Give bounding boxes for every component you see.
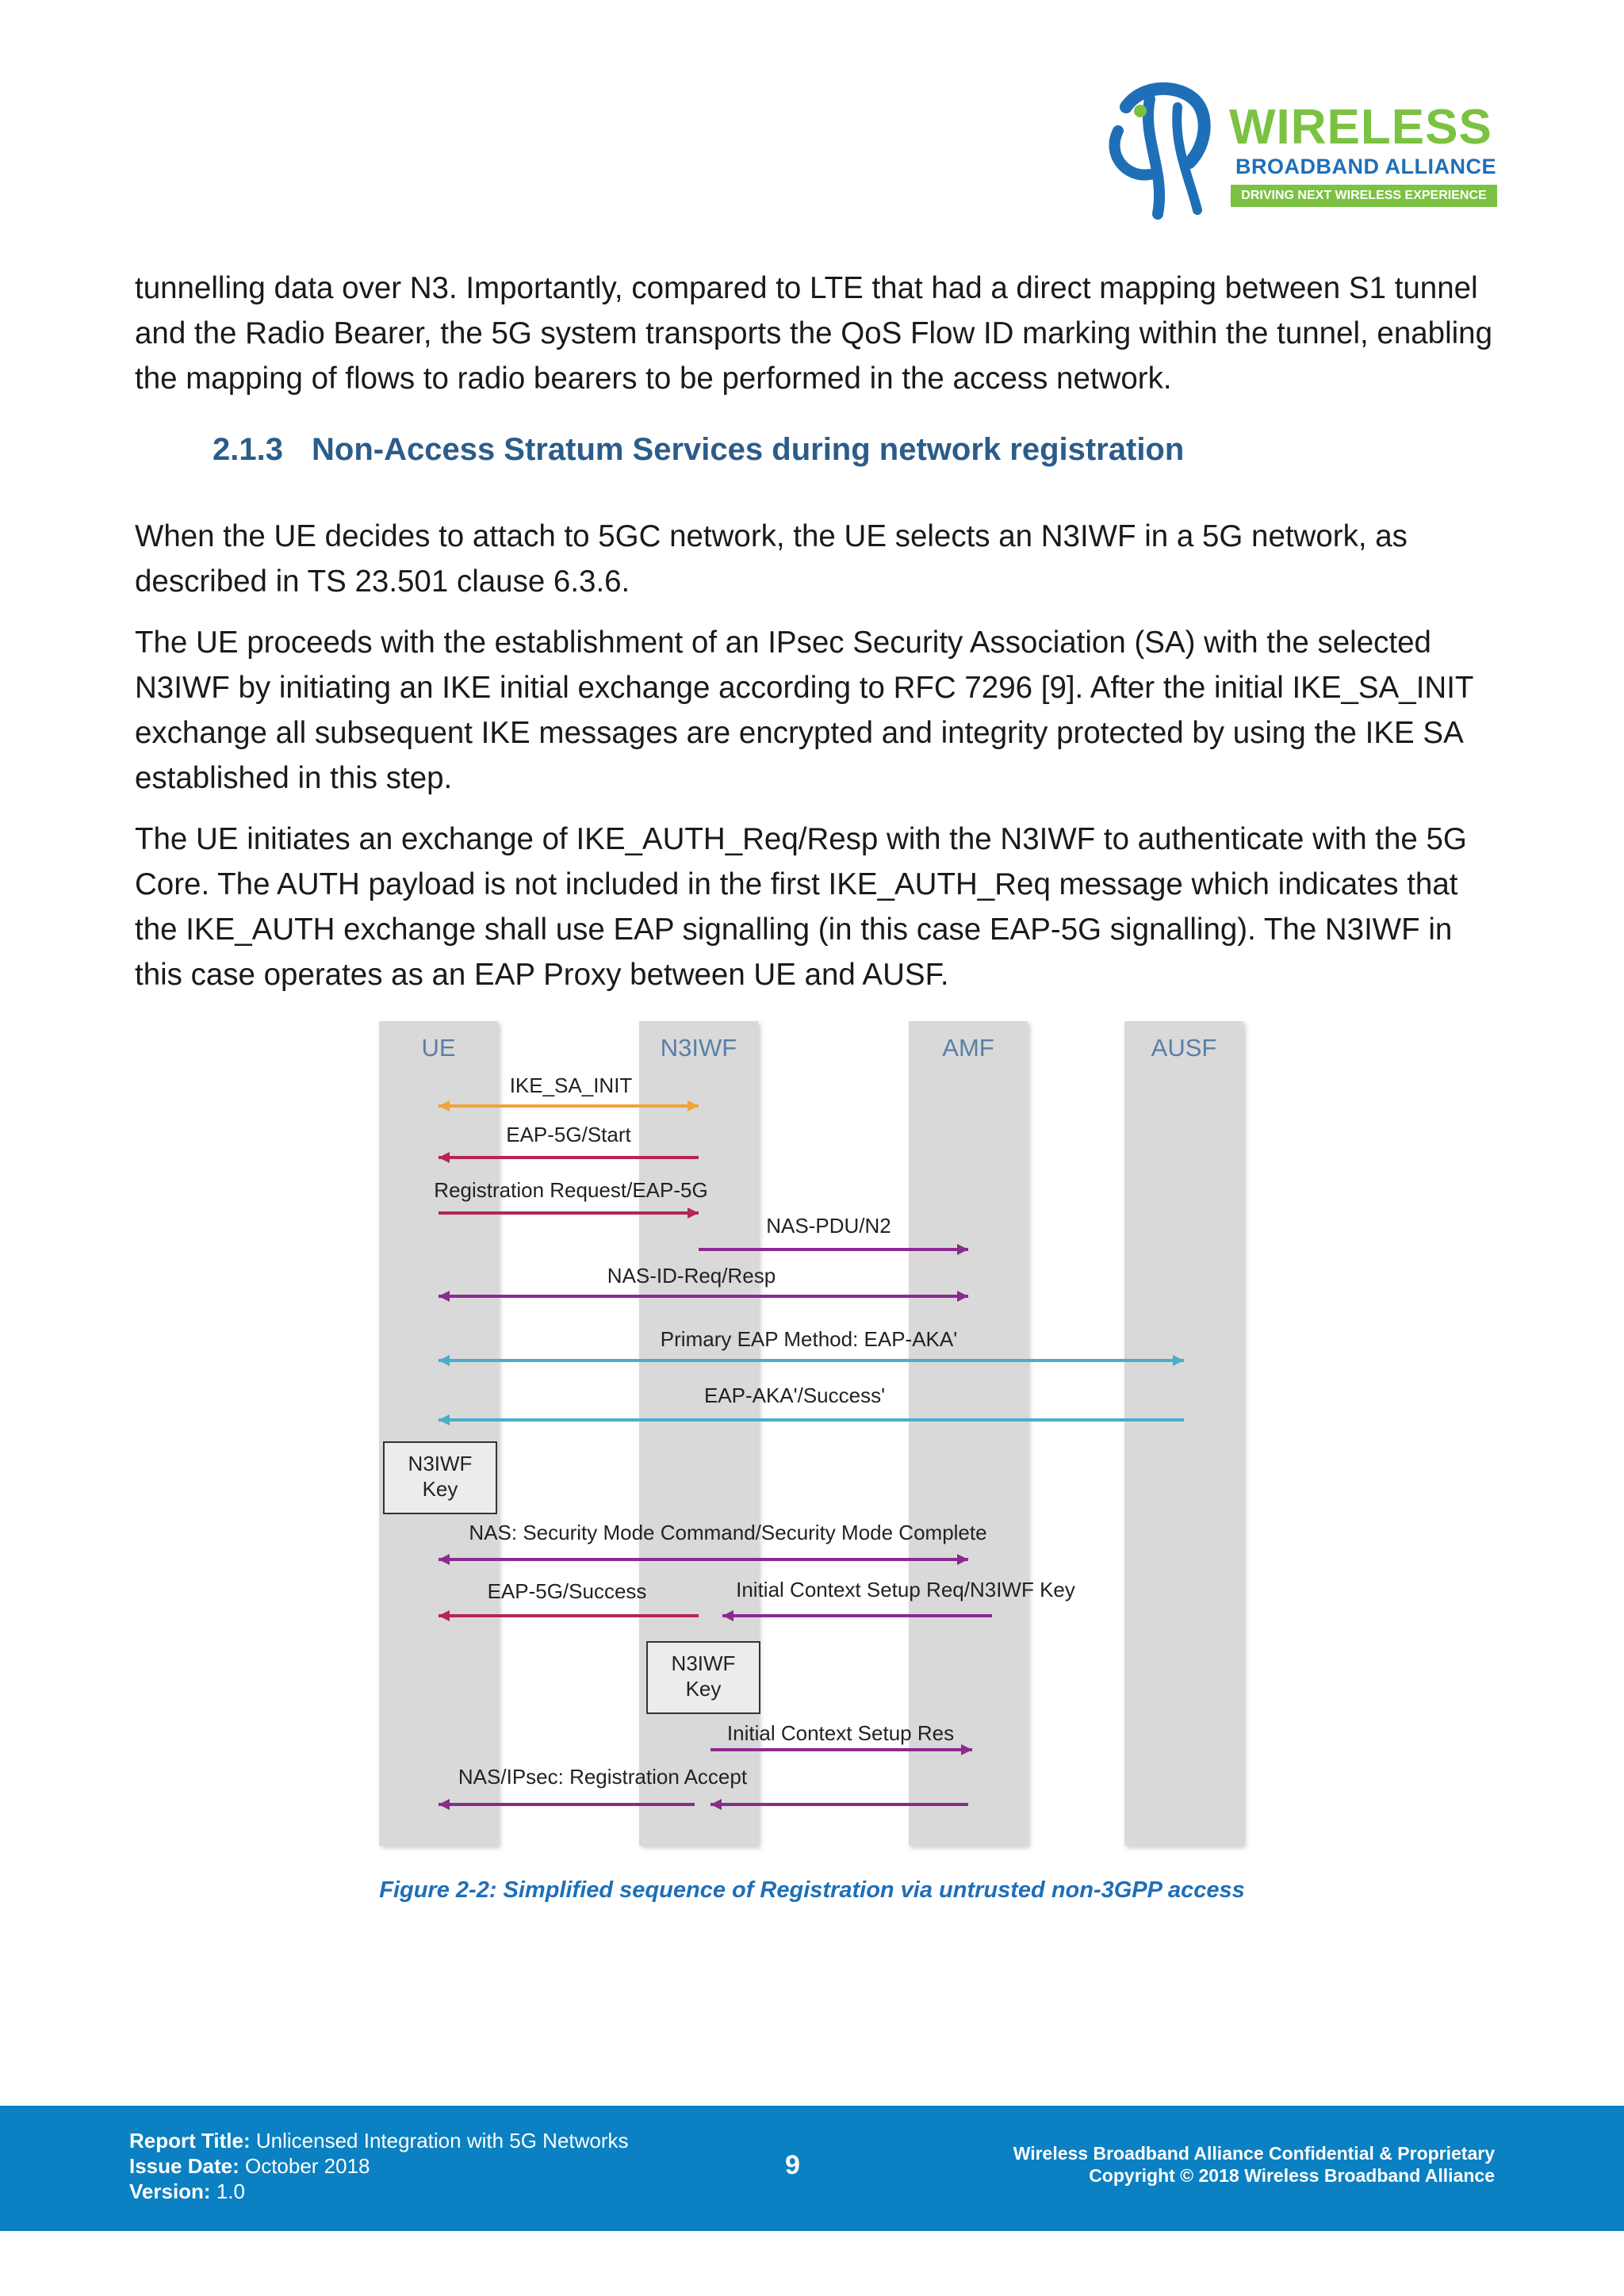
- ue-key-box: [384, 1442, 496, 1513]
- label-nas-id-req-resp: NAS-ID-Req/Resp: [607, 1264, 776, 1288]
- entity-n3iwf: N3IWF: [660, 1034, 737, 1062]
- version: 1.0: [216, 2179, 245, 2203]
- page-footer: [0, 2106, 1624, 2231]
- n3iwf-key-box: [647, 1642, 760, 1713]
- label-eap-5g-start: EAP-5G/Start: [506, 1123, 631, 1146]
- lifeline-ausf: [1124, 1021, 1243, 1846]
- report-title: Unlicensed Integration with 5G Networks: [255, 2129, 629, 2152]
- issue-date-label: Issue Date:: [129, 2154, 239, 2178]
- page-number: 9: [785, 2150, 800, 2180]
- entity-amf: AMF: [942, 1034, 994, 1062]
- wba-ribbon-icon: [1094, 75, 1229, 226]
- paragraph-3: The UE proceeds with the establishment of an IPsec Security Association (SA) with the selected N3IWF by initiating an IKE initial exchange according to RFC 7296 [9]. After the initial IKE_SA_INIT exchange all subsequent IKE messages are encrypted and integrity protected by using the IKE SA established in this step.: [135, 626, 1473, 795]
- wba-logo: [1094, 75, 1499, 226]
- footer-legal: [1013, 2142, 1495, 2187]
- logo-title: WIRELESS: [1229, 100, 1492, 155]
- n3iwf-key-box-line1: N3IWF: [671, 1651, 736, 1675]
- ue-key-box-line2: Key: [422, 1477, 458, 1501]
- label-nas-security-mode: NAS: Security Mode Command/Security Mode Complete: [469, 1521, 987, 1544]
- ue-key-box-line1: N3IWF: [408, 1452, 473, 1475]
- label-primary-eap-method: Primary EAP Method: EAP-AKA': [660, 1327, 958, 1351]
- paragraph-1: tunnelling data over N3. Importantly, compared to LTE that had a direct mapping between S1 tunnel and the Radio Bearer, the 5G system transports the QoS Flow ID marking within the tunnel, enabling the mapping of flows to radio bearers to be performed in the access network.: [135, 271, 1493, 396]
- section-title: Non-Access Stratum Services during network registration: [312, 432, 1185, 467]
- sequence-diagram: [373, 1015, 1253, 1855]
- section-heading: [213, 432, 1184, 468]
- version-label: Version:: [129, 2179, 211, 2203]
- label-ike-sa-init: IKE_SA_INIT: [509, 1073, 633, 1097]
- paragraph-4: The UE initiates an exchange of IKE_AUTH_Req/Resp with the N3IWF to authenticate with the 5G Core. The AUTH payload is not included in the first IKE_AUTH_Req message which indicates that the IKE_AUTH exchange shall use EAP signalling (in this case EAP-5G signalling). The N3IWF in this case operates as an EAP Proxy between UE and AUSF.: [135, 822, 1467, 992]
- entity-ausf: AUSF: [1151, 1034, 1217, 1062]
- entity-ue: UE: [421, 1034, 456, 1062]
- copyright-notice: Copyright © 2018 Wireless Broadband Alliance: [1089, 2165, 1495, 2186]
- lifeline-ue: [379, 1021, 498, 1846]
- section-number: 2.1.3: [213, 432, 283, 467]
- confidential-notice: Wireless Broadband Alliance Confidential & Proprietary: [1013, 2143, 1495, 2164]
- report-title-label: Report Title:: [129, 2129, 251, 2152]
- label-eap-aka-success: EAP-AKA'/Success': [703, 1383, 886, 1407]
- footer-report-info: [129, 2128, 629, 2204]
- label-initial-context-setup-res: Initial Context Setup Res: [726, 1721, 955, 1745]
- issue-date: October 2018: [244, 2154, 370, 2178]
- paragraph-2: When the UE decides to attach to 5GC network, the UE selects an N3IWF in a 5G network, as described in TS 23.501 clause 6.3.6.: [135, 519, 1408, 599]
- n3iwf-key-box-line2: Key: [685, 1677, 722, 1701]
- figure-caption: Figure 2-2: Simplified sequence of Registration via untrusted non-3GPP access: [379, 1877, 1245, 1903]
- logo-subtitle: BROADBAND ALLIANCE: [1235, 155, 1496, 178]
- label-registration-accept: NAS/IPsec: Registration Accept: [458, 1765, 748, 1789]
- label-nas-pdu-n2: NAS-PDU/N2: [766, 1214, 891, 1238]
- label-initial-context-setup-req: Initial Context Setup Req/N3IWF Key: [736, 1578, 1075, 1601]
- label-registration-request: Registration Request/EAP-5G: [434, 1178, 708, 1202]
- label-eap-5g-success: EAP-5G/Success: [487, 1579, 647, 1603]
- logo-tagline: DRIVING NEXT WIRELESS EXPERIENCE: [1231, 185, 1497, 207]
